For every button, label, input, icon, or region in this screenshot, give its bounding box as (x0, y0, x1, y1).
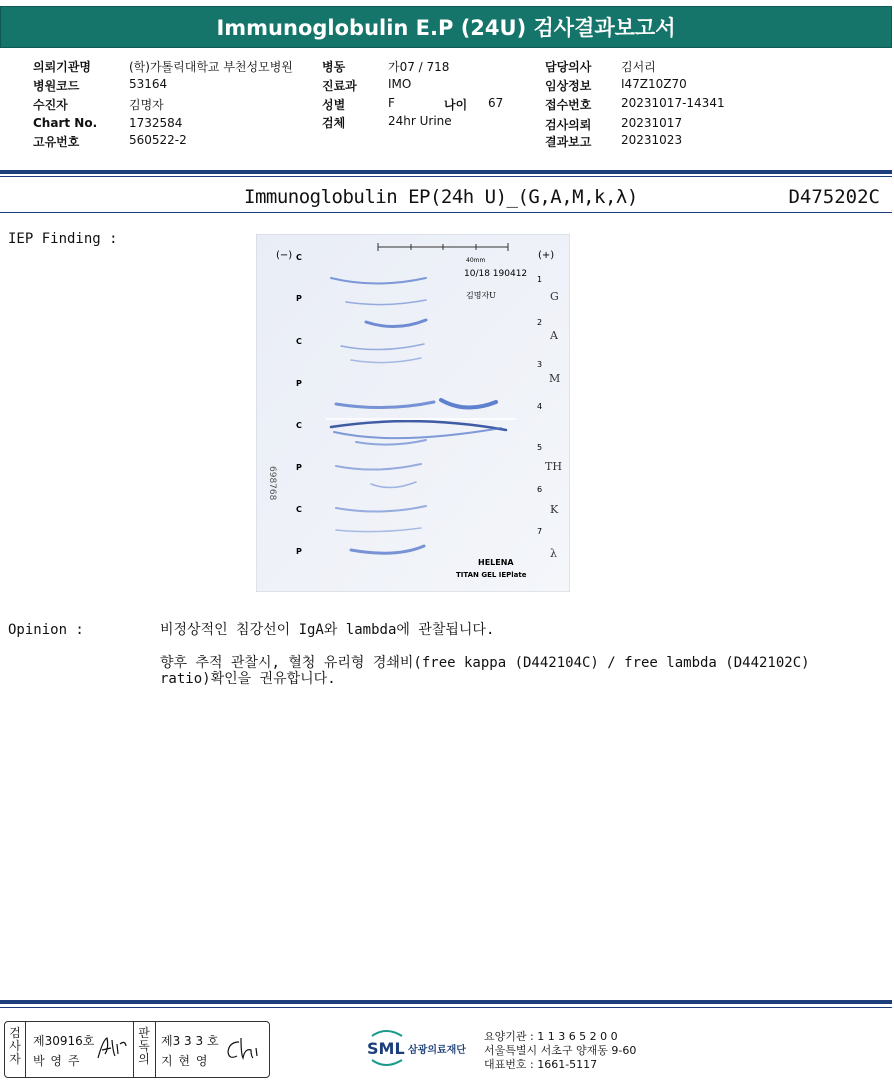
well-label: P (296, 379, 302, 388)
signature-box (4, 1021, 270, 1078)
opinion-label: Opinion : (8, 622, 84, 638)
value-clinical-info: I47Z10Z70 (621, 77, 687, 91)
trough-number: 7 (537, 527, 543, 536)
value-receipt-no: 20231017-14341 (621, 96, 725, 110)
value-chart-no: 1732584 (129, 116, 183, 130)
value-report-date: 20231023 (621, 133, 683, 147)
org-contact (484, 1030, 636, 1072)
gel-scale-text: 40mm (466, 257, 486, 264)
label-receipt-no: 접수번호 (545, 98, 592, 112)
label-ward: 병동 (322, 60, 346, 74)
test-divider (0, 212, 892, 213)
sml-logo (366, 1028, 484, 1072)
well-label: C (296, 337, 302, 346)
box-divider (25, 1022, 26, 1077)
trough-number: 5 (537, 443, 543, 452)
value-doctor: 김서리 (621, 60, 656, 74)
label-doctor: 담당의사 (545, 60, 592, 74)
label-report-date: 결과보고 (545, 135, 592, 149)
test-code: D475202C (788, 186, 880, 208)
gel-plus-label: (+) (538, 250, 555, 261)
reviewer-label: 판독의 (138, 1026, 150, 1066)
label-age: 나이 (444, 98, 468, 112)
org-code: 요양기관 : 1 1 3 6 5 2 0 0 (484, 1030, 618, 1043)
examiner-name: 박 영 주 (33, 1054, 81, 1068)
well-label: C (296, 505, 302, 514)
reviewer-no: 제3 3 3 호 (161, 1034, 219, 1048)
iep-finding-label: IEP Finding : (8, 231, 118, 247)
reviewer-signature (223, 1036, 261, 1062)
org-address: 서울특별시 서초구 양재동 9-60 (484, 1044, 637, 1057)
well-label: P (296, 463, 302, 472)
examiner-no: 제30916호 (33, 1034, 95, 1048)
antiserum-label: λ (550, 547, 557, 560)
antiserum-label: K (550, 503, 559, 516)
well-label: P (296, 547, 302, 556)
trough-number: 6 (537, 485, 543, 494)
value-unique-no: 560522-2 (129, 133, 187, 147)
label-unique-no: 고유번호 (33, 135, 80, 149)
org-abbr: SML (367, 1039, 405, 1058)
org-name: 삼광의료재단 (408, 1045, 466, 1056)
value-specimen: 24hr Urine (388, 114, 452, 128)
gel-minus-label: (−) (276, 250, 293, 261)
box-divider (133, 1022, 134, 1077)
value-ward: 가07 / 718 (388, 60, 450, 74)
value-age: 67 (488, 96, 504, 110)
label-patient: 수진자 (33, 98, 68, 112)
header-divider-thick (0, 170, 892, 174)
antiserum-label: G (550, 290, 559, 303)
label-specimen: 검체 (322, 116, 346, 130)
report-title: Immunoglobulin E.P (24U) 검사결과보고서 (0, 6, 892, 48)
label-sex: 성별 (322, 98, 346, 112)
label-request-date: 검사의뢰 (545, 118, 592, 132)
trough-number: 3 (537, 360, 543, 369)
footer-divider-thin (0, 1007, 892, 1008)
label-chart-no: Chart No. (33, 116, 98, 130)
antiserum-label: A (550, 329, 558, 342)
sml-logo-mark (366, 1028, 484, 1068)
value-patient: 김명자 (129, 98, 164, 112)
antiserum-label: M (549, 372, 561, 385)
examiner-label: 검사자 (9, 1026, 21, 1066)
label-clinical-info: 임상정보 (545, 79, 592, 93)
org-phone: 대표번호 : 1661-5117 (484, 1058, 598, 1071)
value-department: IMO (388, 77, 412, 91)
trough-number: 1 (537, 275, 543, 284)
test-name: Immunoglobulin EP(24h U)_(G,A,M,k,λ) (244, 186, 638, 208)
gel-brand: HELENA (478, 558, 514, 567)
trough-number: 4 (537, 402, 543, 411)
well-label: P (296, 294, 302, 303)
gel-product: TITAN GEL IEPlate (456, 571, 527, 579)
label-hospital-code: 병원코드 (33, 79, 80, 93)
header-divider-thin (0, 176, 892, 177)
value-sex: F (388, 96, 395, 110)
reviewer-name: 지 현 영 (161, 1054, 209, 1068)
trough-number: 2 (537, 318, 543, 327)
well-label: C (296, 421, 302, 430)
opinion-line1: 비정상적인 침강선이 IgA와 lambda에 관찰됩니다. (160, 622, 495, 638)
gel-side-code: 698768 (267, 466, 277, 501)
value-request-date: 20231017 (621, 116, 683, 130)
examiner-signature (95, 1036, 129, 1062)
gel-date-id: 10/18 190412 (464, 269, 528, 279)
gel-patient: 김명자U (466, 291, 496, 300)
box-divider (155, 1022, 156, 1077)
label-institution: 의뢰기관명 (33, 60, 91, 74)
footer-divider-thick (0, 1000, 892, 1004)
iep-gel-image (256, 234, 570, 592)
label-department: 진료과 (322, 79, 357, 93)
opinion-line2: 향후 추적 관찰시, 혈청 유리형 경쇄비(free kappa (D442104C) / free lambda (D442102C) ratio)확인을 권유합니다. (160, 655, 810, 687)
antiserum-label: TH (545, 460, 562, 473)
value-institution: (학)가톨릭대학교 부천성모병원 (129, 60, 293, 74)
well-label: C (296, 253, 302, 262)
value-hospital-code: 53164 (129, 77, 168, 91)
